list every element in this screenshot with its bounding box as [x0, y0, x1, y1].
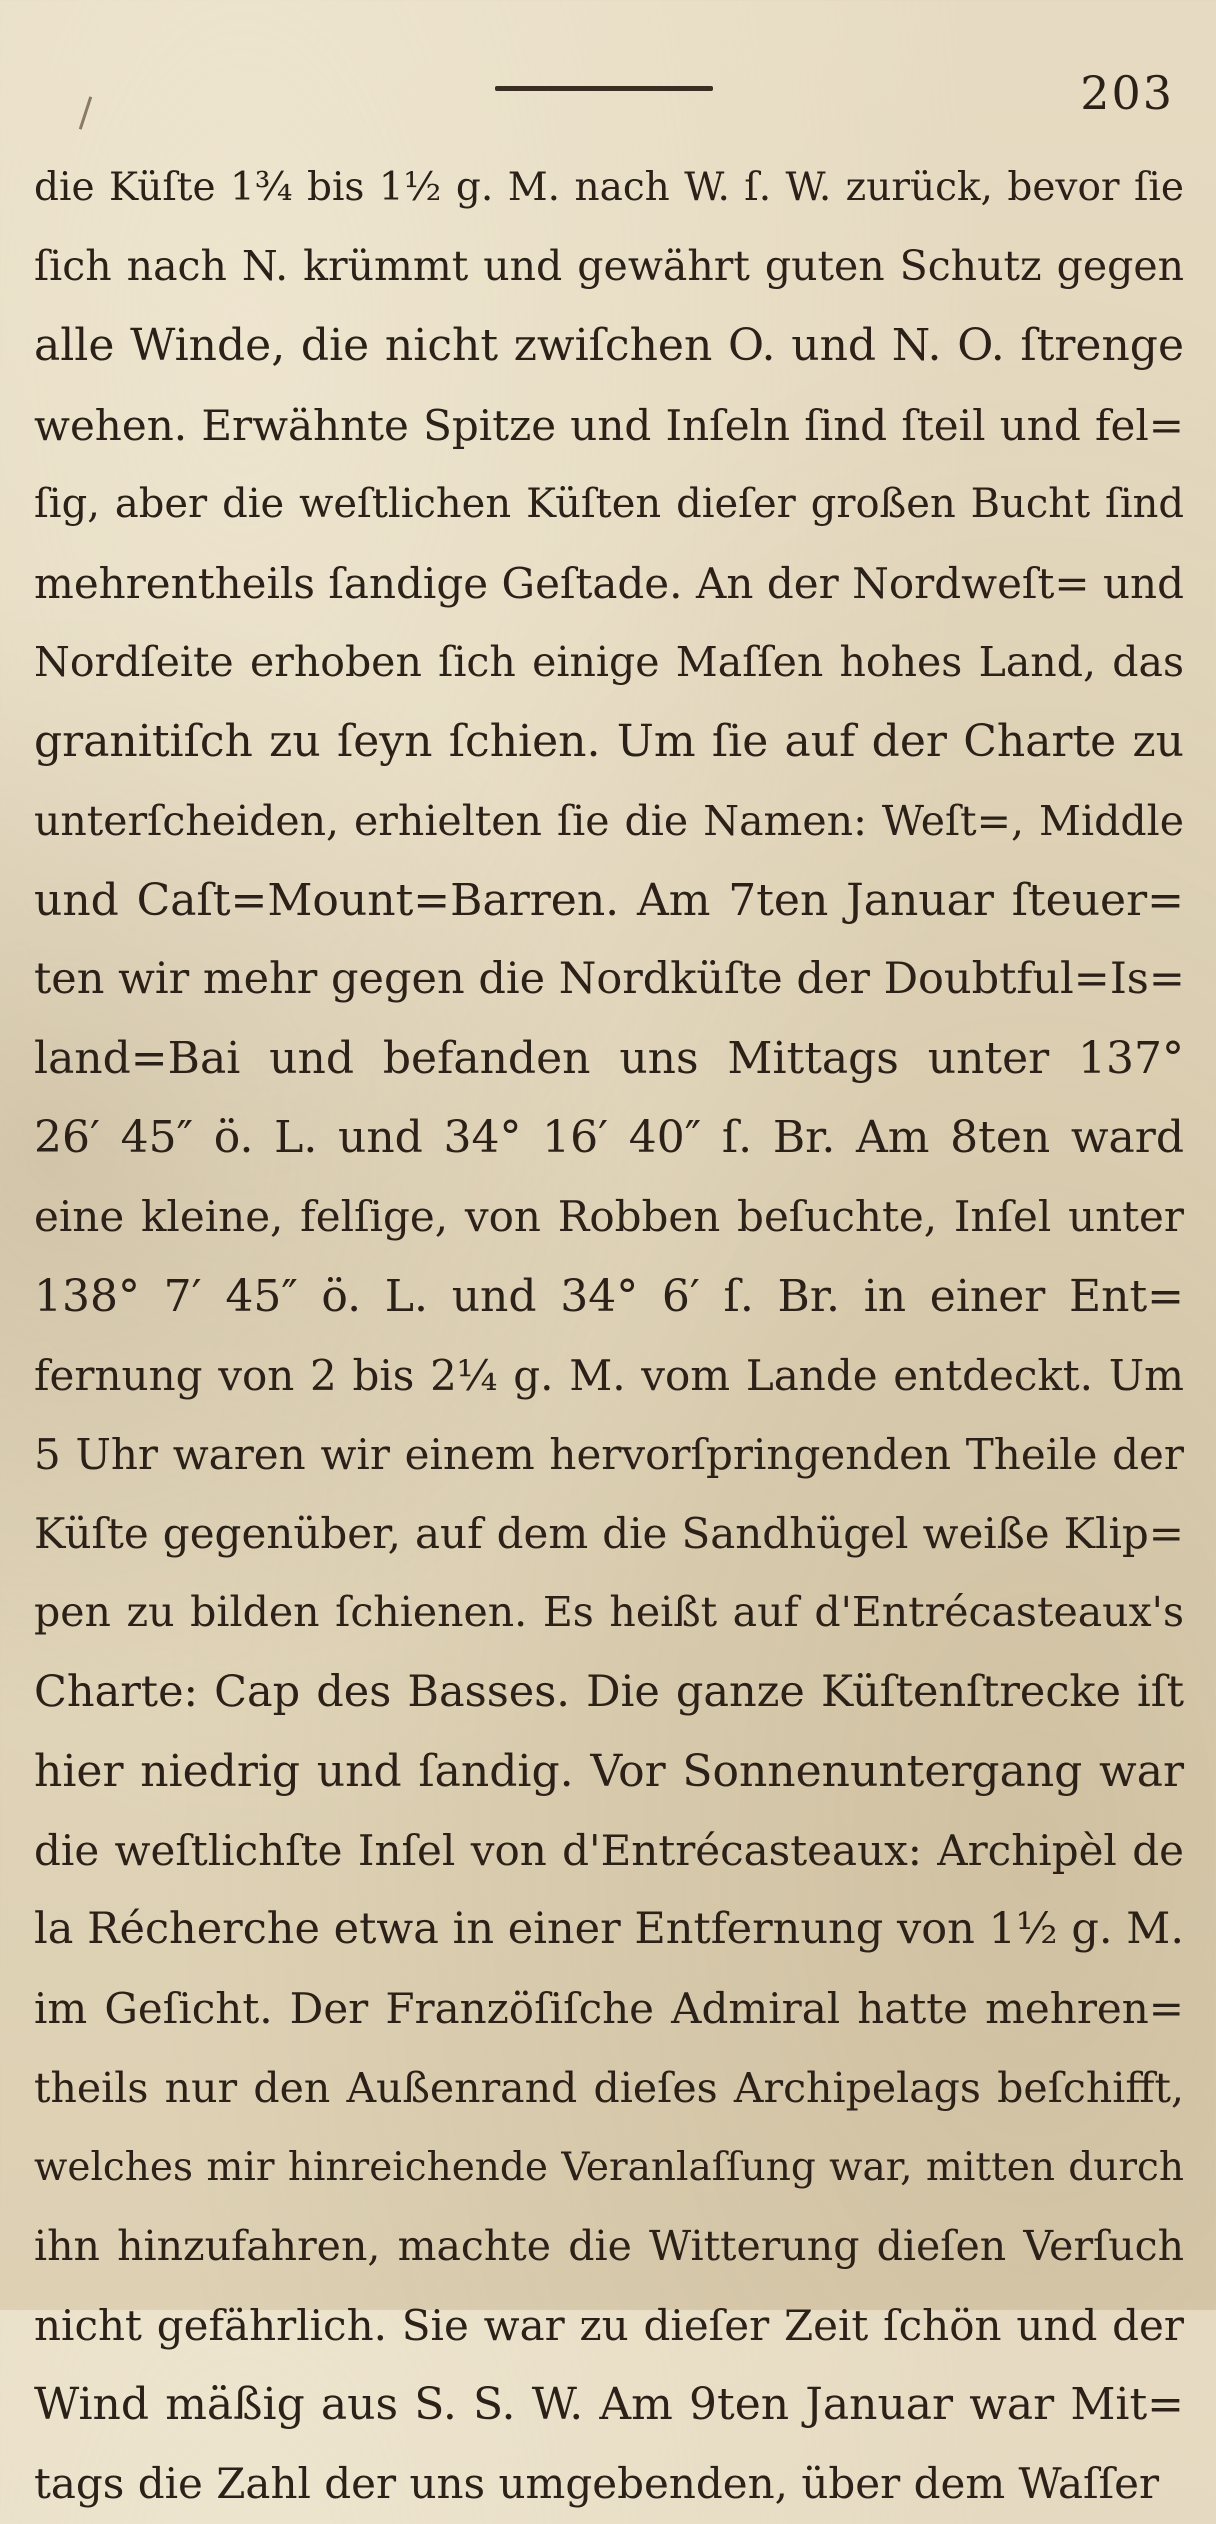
text-line: welches mir hinreichende Veranlaſſung war, mitten durch — [34, 2144, 1184, 2190]
text-line: Nordſeite erhoben ſich einige Maſſen hohes Land, das — [34, 638, 1184, 687]
text-line: tags die Zahl der uns umgebenden, über dem Waſſer — [34, 2459, 1160, 2509]
text-line: theils nur den Außenrand dieſes Archipelags beſchifft, — [34, 2063, 1184, 2112]
text-line: 5 Uhr waren wir einem hervorſpringenden Theile der — [34, 1430, 1184, 1479]
header-rule — [495, 86, 713, 91]
text-line: fernung von 2 bis 2¼ g. M. vom Lande entdeckt. Um — [34, 1350, 1184, 1400]
text-line: mehrentheils ſandige Geſtade. An der Nordweſt= und — [34, 558, 1184, 608]
margin-tick-mark — [79, 96, 92, 129]
text-line: Wind mäßig aus S. S. W. Am 9ten Januar war Mit= — [34, 2379, 1184, 2431]
text-line: die Küſte 1¾ bis 1½ g. M. nach W. ſ. W. zurück, bevor ſie — [34, 165, 1184, 210]
page-number: 203 — [1080, 66, 1174, 120]
text-line: hier niedrig und ſandig. Vor Sonnenuntergang war — [34, 1745, 1184, 1797]
text-line: im Geſicht. Der Franzöſiſche Admiral hatte mehren= — [34, 1984, 1184, 2034]
text-line: 138° 7′ 45″ ö. L. und 34° 6′ ſ. Br. in einer Ent= — [34, 1270, 1184, 1322]
text-line: 26′ 45″ ö. L. und 34° 16′ 40″ ſ. Br. Am 8ten ward — [34, 1112, 1184, 1164]
body-text — [34, 148, 1184, 2524]
text-line: unterſcheiden, erhielten ſie die Namen: Weſt=, Middle — [34, 796, 1184, 845]
text-line: Charte: Cap des Basses. Die ganze Küſtenſtrecke iſt — [34, 1666, 1184, 1717]
text-line: ſig, aber die weſtlichen Küſten dieſer großen Bucht ſind — [34, 480, 1184, 527]
text-line: granitiſch zu ſeyn ſchien. Um ſie auf der Charte zu — [34, 716, 1184, 768]
text-line: la Récherche etwa in einer Entfernung von 1½ g. M. — [34, 1904, 1184, 1955]
text-line: eine kleine, felſige, von Robben beſuchte, Inſel unter — [34, 1192, 1184, 1242]
text-line: land=Bai und befanden uns Mittags unter 137° — [34, 1033, 1184, 1085]
text-line: pen zu bilden ſchienen. Es heißt auf d'Entrécasteaux's — [34, 1588, 1184, 1637]
text-line: nicht gefährlich. Sie war zu dieſer Zeit ſchön und der — [34, 2301, 1184, 2351]
text-line: wehen. Erwähnte Spitze und Inſeln ſind ſteil und fel= — [34, 400, 1184, 450]
text-line: die weſtlichſte Inſel von d'Entrécasteaux: Archipèl de — [34, 1825, 1184, 1875]
text-line: und Caſt=Mount=Barren. Am 7ten Januar ſteuer= — [34, 874, 1184, 926]
text-line: ſich nach N. krümmt und gewährt guten Schutz gegen — [34, 242, 1184, 291]
text-line: Küſte gegenüber, auf dem die Sandhügel weiße Klip= — [34, 1509, 1184, 1559]
text-line: ihn hinzufahren, machte die Witterung dieſen Verſuch — [34, 2221, 1184, 2270]
text-line: alle Winde, die nicht zwiſchen O. und N. O. ſtrenge — [34, 320, 1184, 372]
text-line: ten wir mehr gegen die Nordküſte der Doubtful=Is= — [34, 953, 1185, 1004]
